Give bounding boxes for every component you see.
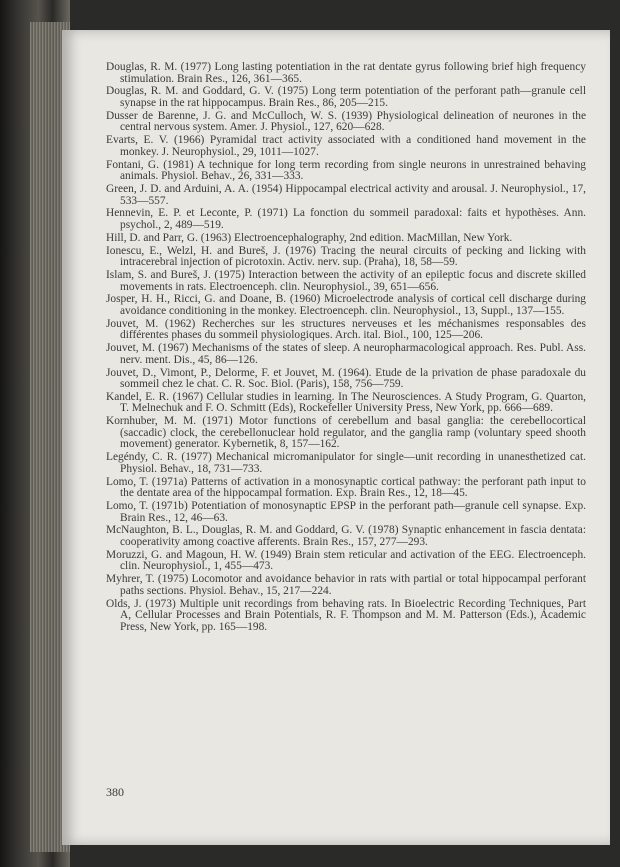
- reference-entry: Islam, S. and Bureš, J. (1975) Interaction between the activity of an epileptic focus and discrete skilled movements in rats. Electroenceph. clin. Neurophysiol., 39, 651—656.: [106, 268, 586, 293]
- reference-entry: Ionescu, E., Welzl, H. and Bureš, J. (1976) Tracing the neural circuits of pecking and licking with intracerebral injection of picrotoxin. Activ. nerv. sup. (Praha), 18, 58—59.: [106, 244, 586, 269]
- reference-entry: Hill, D. and Parr, G. (1963) Electroencephalography, 2nd edition. MacMillan, New York.: [106, 231, 513, 244]
- book-page: [62, 30, 610, 845]
- reference-entry: Lomo, T. (1971a) Patterns of activation in a monosynaptic cortical pathway: the perforant path input to the dentate area of the hippocampal formation. Exp. Brain Res., 12, 18—45.: [106, 475, 586, 500]
- reference-entry: Kandel, E. R. (1967) Cellular studies in learning. In The Neurosciences. A Study Program, G. Quarton, T. Melnechuk and F. O. Schmitt (Eds), Rockefeller University Press, New York, pp. 666—689.: [106, 390, 586, 415]
- reference-list: [106, 62, 586, 635]
- reference-entry: Olds, J. (1973) Multiple unit recordings from behaving rats. In Bioelectric Recording Techniques, Part A, Cellular Processes and Brain Potentials, R. F. Thompson and M. M. Patterson (Eds.), Academic Press, New York, pp. 165—198.: [106, 597, 586, 633]
- reference-entry: Kornhuber, M. M. (1971) Motor functions of cerebellum and basal ganglia: the cerebellocortical (saccadic) clock, the cerebellonuclear hold regulator, and the ganglia ramp (voluntary speed shooth movement) generator. Kybernetik, 8, 157—162.: [106, 415, 586, 451]
- reference-entry: McNaughton, B. L., Douglas, R. M. and Goddard, G. V. (1978) Synaptic enhancement in fascia dentata: cooperativity among coactive afferents. Brain Res., 157, 277—293.: [106, 524, 586, 548]
- reference-entry: Douglas, R. M. and Goddard, G. V. (1975) Long term potentiation of the perforant path—granule cell synapse in the rat hippocampus. Brain Res., 86, 205—215.: [106, 85, 586, 109]
- reference-entry: Legéndy, C. R. (1977) Mechanical micromanipulator for single—unit recording in unanesthetized cat. Physiol. Behav., 18, 731—733.: [106, 451, 586, 475]
- reference-entry: Jouvet, M. (1967) Mechanisms of the states of sleep. A neuropharmacological approach. Res. Publ. Ass. nerv. ment. Dis., 45, 86—126.: [106, 342, 586, 366]
- reference-entry: Evarts, E. V. (1966) Pyramidal tract activity associated with a conditioned hand movement in the monkey. J. Neurophysiol., 29, 1011—1027.: [106, 134, 586, 158]
- page-number: 380: [106, 785, 124, 799]
- reference-entry: Josper, H. H., Ricci, G. and Doane, B. (1960) Microelectrode analysis of cortical cell discharge during avoidance conditioning in the monkey. Electroenceph. clin. Neurophysiol., 13, Suppl., 137—155.: [106, 293, 586, 317]
- reference-entry: Hennevin, E. P. et Leconte, P. (1971) La fonction du sommeil paradoxal: faits et hypothèses. Ann. psychol., 2, 489—519.: [106, 207, 586, 231]
- reference-entry: Dusser de Barenne, J. G. and McCulloch, W. S. (1939) Physiological delineation of neurones in the central nervous system. Amer. J. Physiol., 127, 620—628.: [106, 109, 586, 134]
- reference-entry: Jouvet, D., Vimont, P., Delorme, F. et Jouvet, M. (1964). Etude de la privation de phase paradoxale du sommeil chez le chat. C. R. Soc. Biol. (Paris), 158, 756—759.: [106, 366, 586, 391]
- reference-entry: Lomo, T. (1971b) Potentiation of monosynaptic EPSP in the perforant path—granule cell synapse. Exp. Brain Res., 12, 46—63.: [106, 500, 586, 524]
- reference-entry: Fontani, G. (1981) A technique for long term recording from single neurons in unrestrained behaving animals. Physiol. Behav., 26, 331—333.: [106, 158, 586, 183]
- reference-entry: Moruzzi, G. and Magoun, H. W. (1949) Brain stem reticular and activation of the EEG. Electroenceph. clin. Neurophysiol., 1, 455—473.: [106, 548, 586, 573]
- reference-entry: Myhrer, T. (1975) Locomotor and avoidance behavior in rats with partial or total hippocampal perforant paths sections. Physiol. Behav., 15, 217—224.: [106, 573, 586, 597]
- reference-entry: Green, J. D. and Arduini, A. A. (1954) Hippocampal electrical activity and arousal. J. Neurophysiol., 17, 533—557.: [106, 182, 586, 207]
- reference-entry: Douglas, R. M. (1977) Long lasting potentiation in the rat dentate gyrus following brief high frequency stimulation. Brain Res., 126, 361—365.: [106, 61, 586, 85]
- reference-entry: Jouvet, M. (1962) Recherches sur les structures nerveuses et les méchanismes responsables des différentes phases du sommeil physiologiques. Arch. ital. Biol., 100, 125—206.: [106, 317, 586, 342]
